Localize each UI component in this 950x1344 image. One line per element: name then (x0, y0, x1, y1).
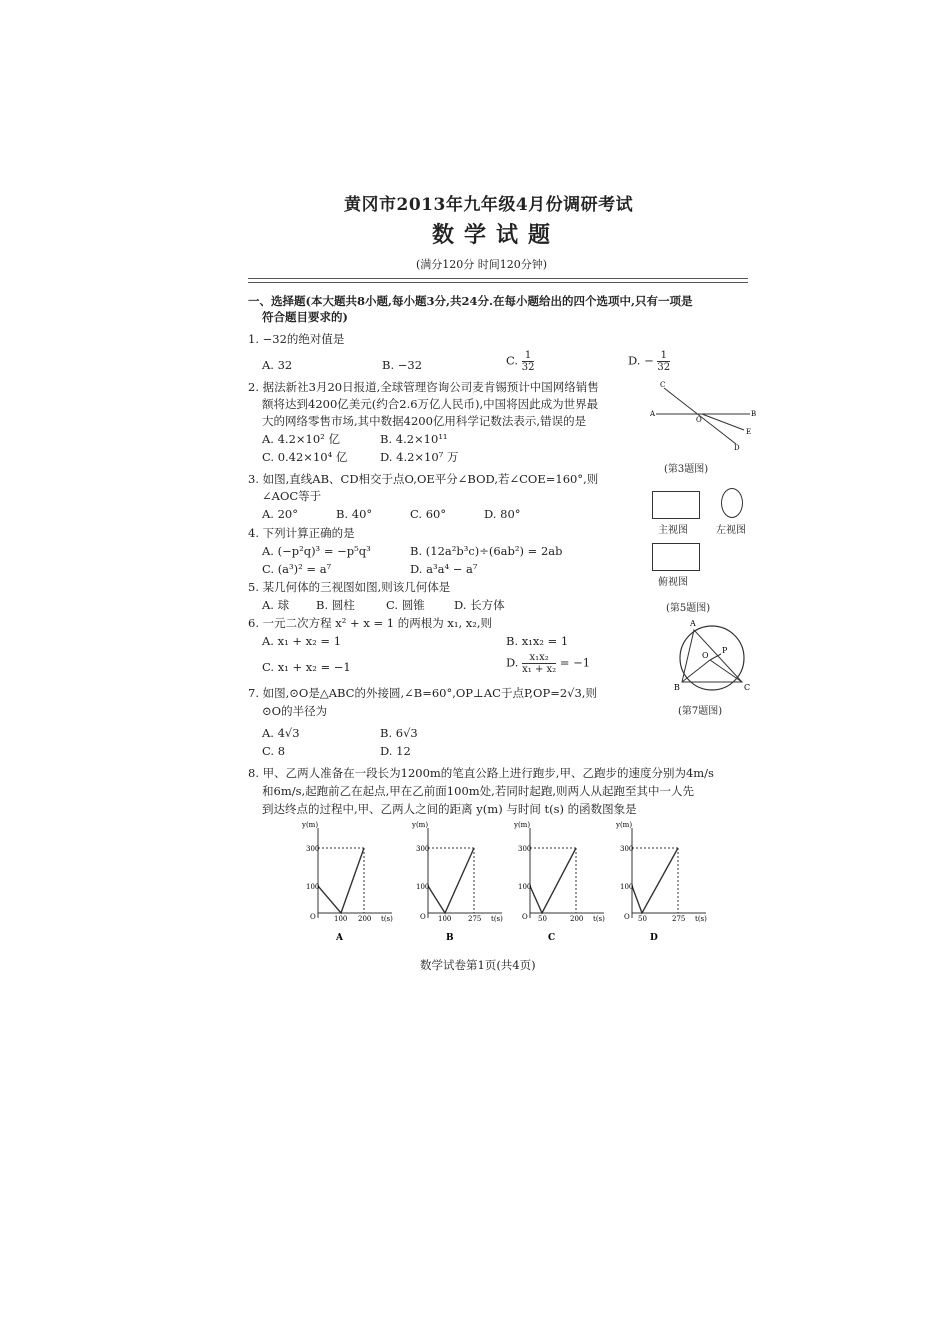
q7-option-b: B. 6√3 (380, 726, 418, 740)
graph-a (301, 821, 393, 943)
label-p: P (722, 646, 728, 655)
q8-line1: 8. 甲、乙两人准备在一段长为1200m的笔直公路上进行跑步,甲、乙跑步的速度分别为4m/s (248, 766, 714, 780)
q1-stem: 1. −32的绝对值是 (248, 332, 345, 346)
graph-b (411, 821, 503, 943)
graph-c-y100: 100 (518, 883, 532, 891)
graph-a-xlabel: t(s) (381, 915, 393, 923)
graph-b-xlabel: t(s) (491, 915, 503, 923)
label-c: C (660, 381, 666, 389)
label-b: B (674, 683, 680, 692)
q1-option-a: A. 32 (262, 358, 293, 372)
graph-d-origin: O (624, 913, 630, 921)
graph-d-x1: 50 (638, 915, 647, 923)
figure-3-lines (648, 378, 758, 450)
q1-option-c: C. $\frac{1}{32}$ (506, 350, 535, 373)
graph-c-xlabel: t(s) (593, 915, 605, 923)
graph-b-x2: 275 (468, 915, 482, 923)
graph-c (513, 821, 605, 943)
graph-c-origin: O (522, 913, 528, 921)
q6-option-b: B. x₁x₂ = 1 (506, 634, 569, 648)
q5-option-b: B. 圆柱 (316, 598, 355, 612)
q2-option-c: C. 0.42×10⁴ 亿 (262, 450, 348, 464)
graph-b-ylabel: y(m) (412, 821, 429, 829)
top-view-label: 俯视图 (658, 577, 688, 588)
q5-stem: 5. 某几何体的三视图如图,则该几何体是 (248, 580, 451, 594)
left-view-label: 左视图 (716, 525, 746, 536)
graph-c-ylabel: y(m) (514, 821, 531, 829)
q3-option-a: A. 20° (262, 507, 298, 521)
graph-d-label: D (650, 933, 658, 943)
q2-option-a: A. 4.2×10² 亿 (262, 432, 340, 446)
graph-a-label: A (336, 933, 343, 943)
q7-option-d: D. 12 (380, 744, 411, 758)
q2-option-d: D. 4.2×10⁷ 万 (380, 450, 459, 464)
divider-line (248, 282, 748, 283)
graph-d-ylabel: y(m) (616, 821, 633, 829)
subject-title: 数学试题 (432, 222, 561, 248)
q7-line2: ⊙O的半径为 (262, 704, 328, 718)
page-footer: 数学试卷第1页(共4页) (420, 958, 536, 972)
q4-option-a: A. (−p²q)³ = −p⁵q³ (262, 544, 371, 558)
figure-5-caption: (第5题图) (666, 603, 711, 614)
q4-option-c: C. (a³)² = a⁷ (262, 562, 332, 576)
label-a: A (650, 410, 656, 418)
graph-a-origin: O (310, 913, 316, 921)
graph-b-x1: 100 (438, 915, 452, 923)
q3-line1: 3. 如图,直线AB、CD相交于点O,OE平分∠BOD,若∠COE=160°,则 (248, 472, 599, 486)
left-view-ellipse (721, 488, 743, 518)
q3-option-d: D. 80° (484, 507, 521, 521)
graph-b-origin: O (420, 913, 426, 921)
graph-c-x2: 200 (570, 915, 584, 923)
graph-d-y100: 100 (620, 883, 634, 891)
graph-d-x2: 275 (672, 915, 686, 923)
q6-option-d: D. $\frac{\text{x₁x₂}}{\text{x₁ + x₂}}$ = −1 (506, 652, 591, 675)
graph-c-label: C (548, 933, 556, 943)
label-o: O (702, 651, 709, 660)
q7-line1: 7. 如图,⊙O是△ABC的外接圆,∠B=60°,OP⊥AC于点P,OP=2√3,则 (248, 686, 597, 700)
section-heading: 一、选择题(本大题共8小题,每小题3分,共24分.在每小题给出的四个选项中,只有一项是 (248, 294, 693, 308)
q4-option-b: B. (12a²b³c)÷(6ab²) = 2ab (410, 544, 563, 558)
q8-line3: 到达终点的过程中,甲、乙两人之间的距离 y(m) 与时间 t(s) 的函数图象是 (262, 802, 637, 816)
label-c: C (744, 683, 751, 692)
graph-d-xlabel: t(s) (695, 915, 707, 923)
graph-c-y300: 300 (518, 845, 532, 853)
q1-option-b: B. −32 (382, 358, 423, 372)
label-a: A (690, 619, 696, 628)
q4-stem: 4. 下列计算正确的是 (248, 526, 355, 540)
label-o: O (696, 416, 702, 424)
q3-option-c: C. 60° (410, 507, 447, 521)
q8-graphs (290, 818, 710, 946)
q7-option-a: A. 4√3 (262, 726, 300, 740)
q6-option-a: A. x₁ + x₂ = 1 (262, 634, 342, 648)
label-e: E (746, 428, 752, 436)
graph-c-x1: 50 (538, 915, 547, 923)
q2-option-b: B. 4.2×10¹¹ (380, 432, 448, 446)
q3-line2: ∠AOC等于 (262, 489, 322, 503)
graph-a-x2: 200 (358, 915, 372, 923)
graph-a-ylabel: y(m) (302, 821, 319, 829)
graph-a-x1: 100 (334, 915, 348, 923)
q5-option-a: A. 球 (262, 598, 290, 612)
q2-line2: 额将达到4200亿美元(约合2.6万亿人民币),中国将因此成为世界最 (262, 397, 599, 411)
q6-stem: 6. 一元二次方程 x² + x = 1 的两根为 x₁, x₂,则 (248, 616, 493, 630)
graph-b-y100: 100 (416, 883, 430, 891)
exam-info: (满分120分 时间120分钟) (416, 258, 548, 271)
exam-title: 黄冈市2013年九年级4月份调研考试 (344, 195, 634, 215)
graph-b-label: B (446, 933, 454, 943)
q3-option-b: B. 40° (336, 507, 373, 521)
graph-b-y300: 300 (416, 845, 430, 853)
figure-3-caption: (第3题图) (664, 464, 709, 475)
label-b: B (751, 410, 757, 418)
q4-option-d: D. a³a⁴ − a⁷ (410, 562, 478, 576)
front-view-rect (652, 491, 700, 519)
q7-option-c: C. 8 (262, 744, 286, 758)
label-d: D (734, 444, 740, 450)
front-view-label: 主视图 (658, 525, 688, 536)
graph-a-y300: 300 (306, 845, 320, 853)
q5-option-c: C. 圆锥 (386, 598, 425, 612)
q2-line1: 2. 据法新社3月20日报道,全球管理咨询公司麦肯锡预计中国网络销售 (248, 380, 599, 394)
q6-option-c: C. x₁ + x₂ = −1 (262, 660, 351, 674)
q8-line2: 和6m/s,起跑前乙在起点,甲在乙前面100m处,若同时起跑,则两人从起跑至其中一人先 (262, 784, 694, 798)
graph-d-y300: 300 (620, 845, 634, 853)
q2-line3: 大的网络零售市场,其中数据4200亿用科学记数法表示,错误的是 (262, 414, 587, 428)
section-heading-cont: 符合题目要求的) (262, 310, 348, 324)
q1-option-d: D. − $\frac{1}{32}$ (628, 350, 671, 373)
figure-7-caption: (第7题图) (678, 706, 723, 717)
figure-7-circle (672, 616, 758, 696)
divider-line (248, 278, 748, 279)
graph-d (615, 821, 707, 943)
top-view-rect (652, 543, 700, 571)
q5-option-d: D. 长方体 (454, 598, 505, 612)
graph-a-y100: 100 (306, 883, 320, 891)
